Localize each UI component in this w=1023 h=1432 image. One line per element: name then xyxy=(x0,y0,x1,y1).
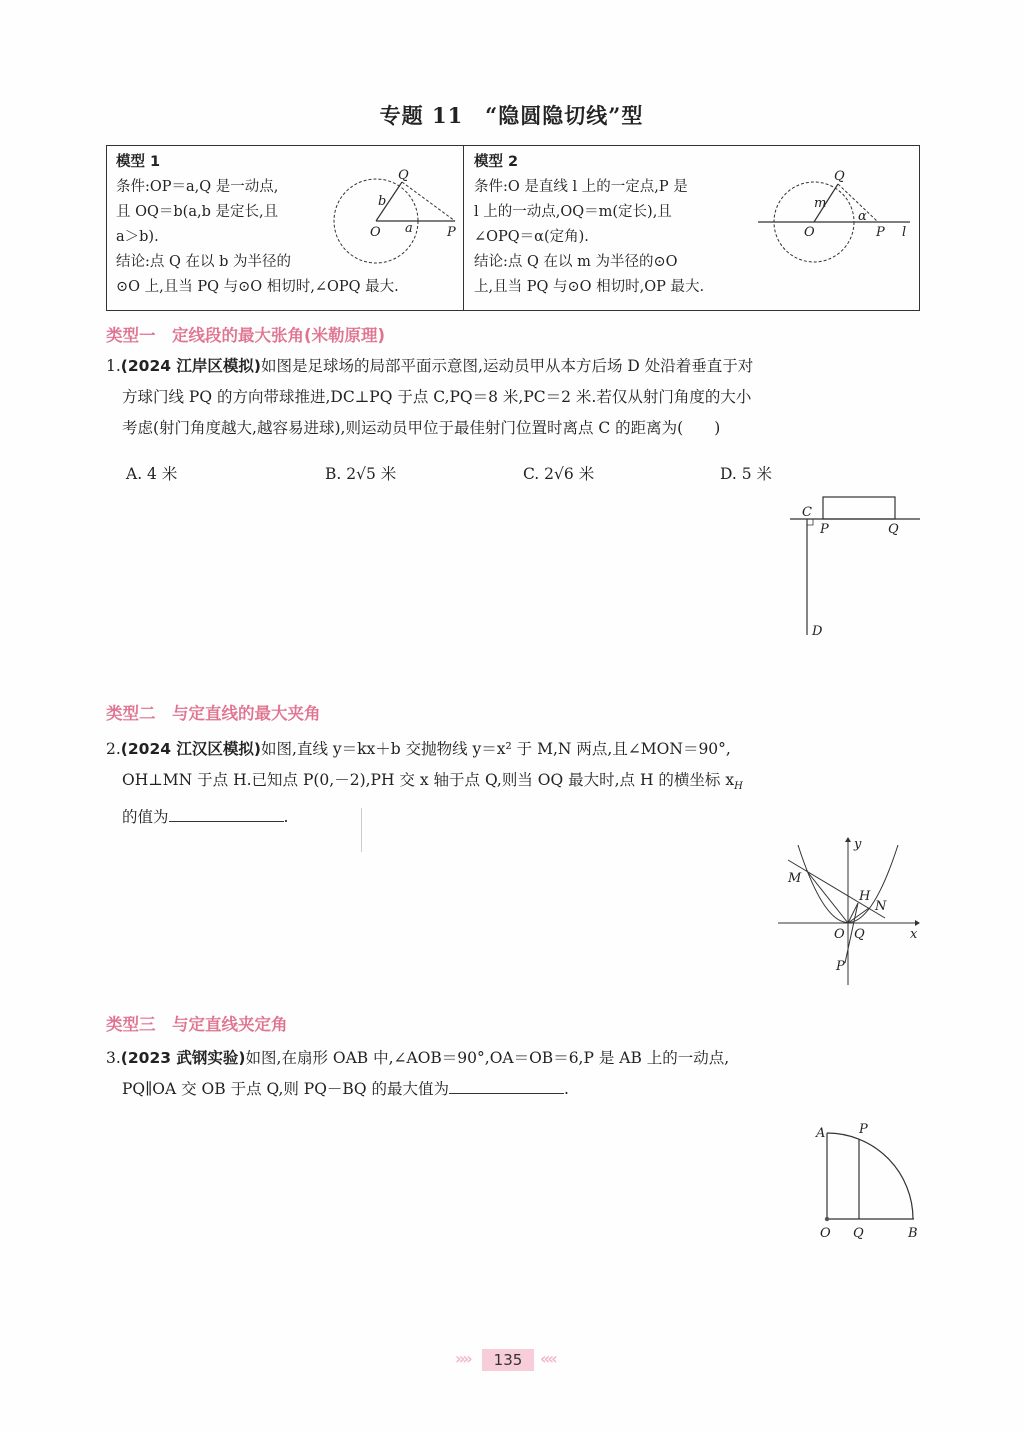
question-line: 如图,在扇形 OAB 中,∠AOB＝90°,OA＝OB＝6,P 是 AB 上的一动点, xyxy=(245,1049,730,1067)
question-line: 如图是足球场的局部平面示意图,运动员甲从本方后场 D 处沿着垂直于对 xyxy=(261,357,754,375)
model-1-line: 结论:点 Q 在以 b 为半径的 xyxy=(116,254,291,270)
model-2-line: 上,且当 PQ 与⊙O 相切时,OP 最大. xyxy=(474,279,705,295)
label-b: b xyxy=(378,194,387,209)
label-O: O xyxy=(820,1226,831,1241)
label-O: O xyxy=(370,225,381,240)
question-source: (2023 武钢实验) xyxy=(120,1049,246,1067)
label-Q: Q xyxy=(853,1226,864,1241)
label-P: P xyxy=(820,522,829,537)
model-2-heading: 模型 2 xyxy=(474,154,519,170)
model-2-line: ∠OPQ＝α(定角). xyxy=(474,229,589,245)
scan-mark xyxy=(361,808,362,852)
model-1-figure xyxy=(330,160,470,270)
label-y: y xyxy=(854,837,862,852)
label-O: O xyxy=(804,225,815,240)
answer-blank[interactable] xyxy=(169,805,284,822)
question-3-figure xyxy=(800,1115,940,1245)
model-2-line: 条件:O 是直线 l 上的一定点,P 是 xyxy=(474,179,688,195)
model-1-line: 条件:OP＝a,Q 是一动点, xyxy=(116,179,279,195)
question-source: (2024 江岸区模拟) xyxy=(120,357,262,375)
type-2-heading: 类型二 与定直线的最大夹角 xyxy=(106,704,321,723)
question-number: 1. xyxy=(106,357,121,375)
option-d[interactable]: D. 5 米 xyxy=(720,465,773,483)
question-line: 如图,直线 y＝kx＋b 交抛物线 y＝x² 于 M,N 两点,且∠MON＝90°, xyxy=(261,740,731,758)
chevron-right-icon: »» xyxy=(455,1349,470,1368)
label-Q: Q xyxy=(854,927,865,942)
label-P: P xyxy=(876,225,885,240)
label-Q: Q xyxy=(888,522,899,537)
label-O: O xyxy=(834,927,845,942)
subscript-H: H xyxy=(734,781,743,793)
label-B: B xyxy=(908,1226,918,1241)
option-a[interactable]: A. 4 米 xyxy=(126,465,178,483)
question-number: 3. xyxy=(106,1049,121,1067)
type-1-heading: 类型一 定线段的最大张角(米勒原理) xyxy=(106,326,386,345)
question-line: 考虑(射门角度越大,越容易进球),则运动员甲位于最佳射门位置时离点 C 的距离为( ) xyxy=(122,419,721,437)
label-a: a xyxy=(405,221,413,236)
label-x: x xyxy=(910,927,918,942)
model-2-figure xyxy=(750,160,920,270)
page-number: 135 xyxy=(482,1349,534,1371)
question-source: (2024 江汉区模拟) xyxy=(120,740,262,758)
label-Q: Q xyxy=(398,168,409,183)
question-line: 方球门线 PQ 的方向带球推进,DC⊥PQ 于点 C,PQ＝8 米,PC＝2 米.若仅从射门角度的大小 xyxy=(122,388,752,406)
question-line: OH⊥MN 于点 H.已知点 P(0,－2),PH 交 x 轴于点 Q,则当 OQ 最大时,点 H 的横坐标 x xyxy=(122,771,735,789)
type-3-heading: 类型三 与定直线夹定角 xyxy=(106,1015,288,1034)
label-P: P xyxy=(836,959,845,974)
model-1-line: ⊙O 上,且当 PQ 与⊙O 相切时,∠OPQ 最大. xyxy=(116,279,399,295)
option-c[interactable]: C. 2√6 米 xyxy=(523,465,595,483)
question-1-figure xyxy=(780,490,930,640)
label-l: l xyxy=(902,225,907,240)
question-3: 3.(2023 武钢实验)如图,在扇形 OAB 中,∠AOB＝90°,OA＝OB＝6,P 是 AB 上的一动点, PQ∥OA 交 OB 于点 Q,则 PQ－BQ 的最大值为 . xyxy=(106,1049,730,1098)
question-2-figure xyxy=(770,830,930,990)
label-M: M xyxy=(788,871,802,886)
model-1-line: 且 OQ＝b(a,b 是定长,且 xyxy=(116,204,279,220)
page-title: 专题 11 “隐圆隐切线”型 xyxy=(379,103,644,128)
label-P: P xyxy=(447,225,456,240)
question-1 xyxy=(106,351,926,444)
answer-blank[interactable] xyxy=(449,1077,564,1094)
label-H: H xyxy=(859,889,871,904)
model-2 xyxy=(474,150,759,300)
model-2-line: l 上的一动点,OQ＝m(定长),且 xyxy=(474,204,672,220)
option-b[interactable]: B. 2√5 米 xyxy=(325,465,397,483)
label-A: A xyxy=(816,1126,826,1141)
label-D: D xyxy=(812,624,823,639)
label-m: m xyxy=(814,196,827,211)
question-line: 的值为 xyxy=(122,808,169,827)
question-2: 2.(2024 江汉区模拟)如图,直线 y＝kx＋b 交抛物线 y＝x² 于 M,N 两点,且∠MON＝90°, OH⊥MN 于点 H.已知点 P(0,－2),PH 交 x 轴于点 Q,则当 OQ 最大时,点 H 的横坐标 $x_H$ 的值为 . xyxy=(106,740,743,827)
label-alpha: α xyxy=(858,209,867,224)
model-2-line: 结论:点 Q 在以 m 为半径的⊙O xyxy=(474,254,678,270)
label-C: C xyxy=(802,505,812,520)
question-line: PQ∥OA 交 OB 于点 Q,则 PQ－BQ 的最大值为 xyxy=(122,1080,449,1098)
label-N: N xyxy=(875,899,887,914)
question-number: 2. xyxy=(106,740,121,758)
model-1-line: a＞b). xyxy=(116,229,159,245)
label-P: P xyxy=(859,1122,868,1137)
model-1-heading: 模型 1 xyxy=(116,154,161,170)
chevron-left-icon: «« xyxy=(540,1349,555,1368)
label-Q: Q xyxy=(834,169,845,184)
